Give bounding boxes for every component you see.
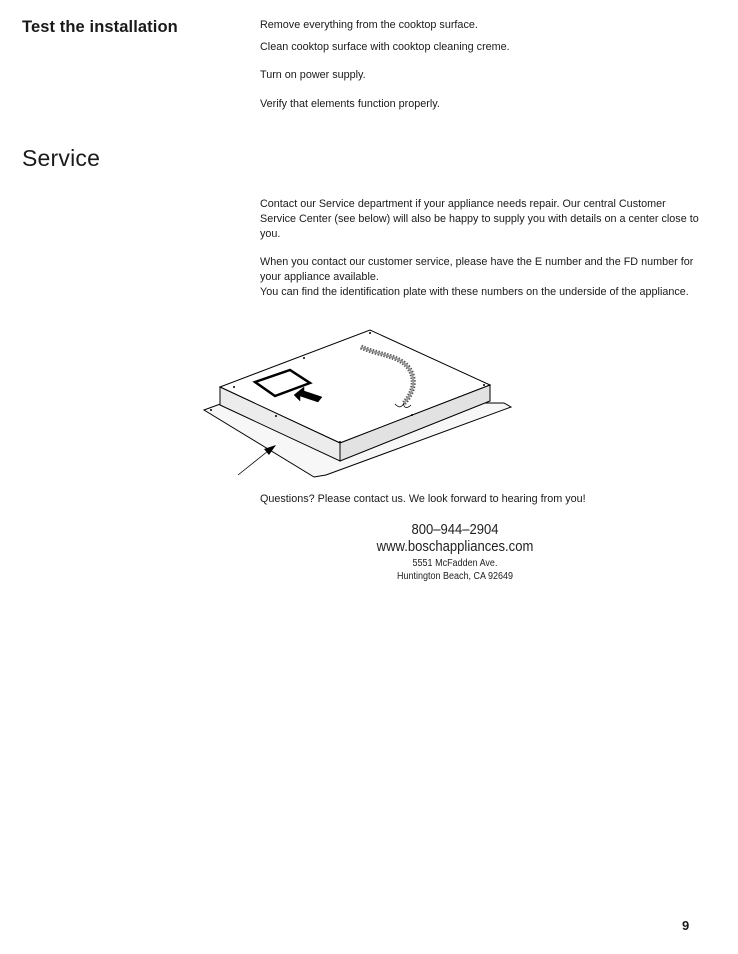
- service-paragraph-2-line1: When you contact our customer service, please have the E number and the FD number for your appliance available.: [260, 256, 694, 283]
- test-step-2: Clean cooktop surface with cooktop cleaning creme.: [260, 41, 510, 53]
- cooktop-underside-diagram: [198, 325, 528, 485]
- service-paragraph-1: Contact our Service department if your appliance needs repair. Our central Customer Service Center (see below) will also be happy to supply you with details on a center close to you.: [260, 198, 699, 240]
- service-paragraph-2: [260, 255, 700, 300]
- edge-pointer-line: [238, 451, 268, 475]
- heading-service: Service: [22, 145, 101, 171]
- heading-test-installation: Test the installation: [22, 18, 178, 36]
- contact-address-line1: 5551 McFadden Ave.: [412, 558, 498, 569]
- test-step-3: Turn on power supply.: [260, 69, 366, 81]
- page-number: 9: [682, 918, 690, 933]
- service-paragraph-2-line2: You can find the identification plate with these numbers on the underside of the appliance.: [260, 286, 689, 298]
- contact-phone: 800–944–2904: [411, 522, 499, 538]
- test-step-4: Verify that elements function properly.: [260, 98, 440, 110]
- questions-text: Questions? Please contact us. We look forward to hearing from you!: [260, 493, 586, 505]
- contact-website: www.boschappliances.com: [376, 539, 534, 555]
- contact-address-line2: Huntington Beach, CA 92649: [396, 571, 514, 582]
- test-step-1: Remove everything from the cooktop surface.: [260, 19, 478, 31]
